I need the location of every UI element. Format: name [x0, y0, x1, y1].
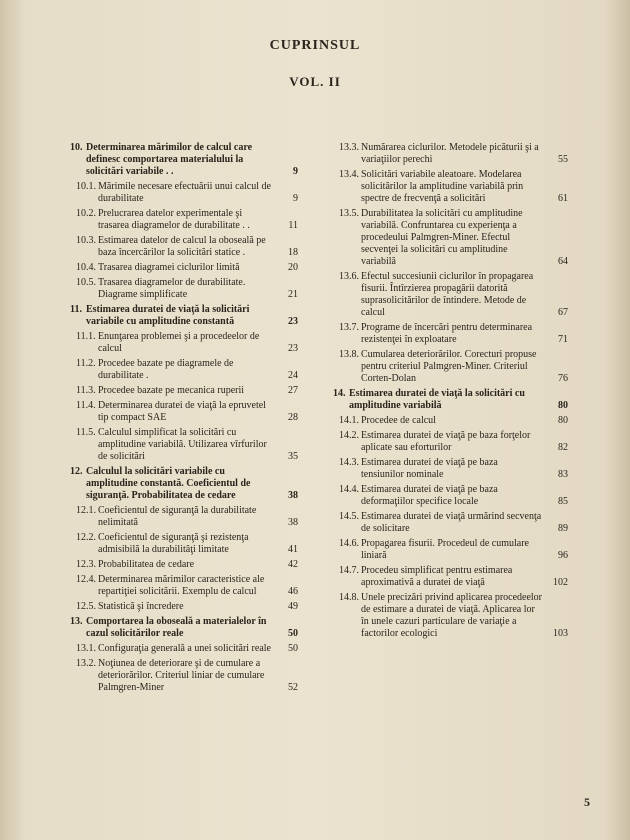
toc-entry	[333, 142, 568, 166]
toc-entry-number: 13.5.	[339, 208, 359, 219]
toc-entry-number: 12.5.	[76, 601, 96, 612]
page-number: 5	[584, 795, 590, 809]
toc-entry-number: 12.3.	[76, 559, 96, 570]
toc-entry-page: 9	[293, 193, 298, 204]
toc-entry-page: 50	[288, 628, 298, 639]
toc-entry	[70, 505, 298, 529]
toc-entry-title: Configuraţia generală a unei solicitări reale	[98, 643, 271, 654]
toc-entry-page: 80	[558, 415, 568, 426]
toc-entry-title: Calculul simplificat la solicitări cu amplitudine variabilă. Utilizarea vîrfurilor de solicitări	[98, 427, 267, 462]
toc-entry	[333, 430, 568, 454]
toc-entry-number: 11.2.	[76, 358, 96, 369]
toc-entry-title: Numărarea ciclurilor. Metodele picăturii şi a variaţiilor perechi	[361, 142, 539, 165]
toc-entry-number: 12.2.	[76, 532, 96, 543]
toc-entry	[333, 592, 568, 640]
toc-column-left	[70, 142, 298, 697]
toc-entry-page: 20	[288, 262, 298, 273]
toc-entry-number: 12.4.	[76, 574, 96, 585]
toc-entry-title: Estimarea duratei de viaţă la solicitări cu amplitudine variabilă	[349, 388, 525, 411]
toc-entry-number: 13.2.	[76, 658, 96, 669]
toc-entry	[333, 415, 568, 427]
toc-entry	[333, 457, 568, 481]
toc-entry	[70, 262, 298, 274]
toc-entry	[70, 427, 298, 463]
toc-entry-title: Programe de încercări pentru determinarea rezistenţei în exploatare	[361, 322, 533, 345]
toc-entry-number: 11.3.	[76, 385, 96, 396]
toc-entry-number: 11.	[70, 304, 82, 315]
toc-entry	[70, 616, 298, 640]
toc-entry-page: 50	[288, 643, 298, 654]
toc-entry-page: 64	[558, 256, 568, 267]
toc-entry-title: Coeficientul de siguranţă şi rezistenţa admisibilă la durabilităţi limitate	[98, 532, 249, 555]
toc-entry-page: 61	[558, 193, 568, 204]
toc-entry-page: 35	[288, 451, 298, 462]
toc-entry-page: 82	[558, 442, 568, 453]
toc-entry-number: 12.	[70, 466, 83, 477]
toc-entry-page: 11	[288, 220, 298, 231]
toc-entry-title: Propagarea fisurii. Procedeul de cumulare liniară	[361, 538, 529, 561]
page-header	[0, 30, 630, 90]
toc-entry-title: Comportarea la oboseală a materialelor în cazul solicitărilor reale	[86, 616, 267, 639]
toc-entry-title: Estimarea duratei de viaţă urmărind secvenţa de solicitare	[361, 511, 542, 534]
toc-entry-page: 28	[288, 412, 298, 423]
toc-entry-number: 14.3.	[339, 457, 359, 468]
toc-entry-page: 102	[553, 577, 568, 588]
toc-entry-page: 55	[558, 154, 568, 165]
toc-entry	[333, 208, 568, 268]
toc-entry-title: Procedee de calcul	[361, 415, 436, 426]
toc-entry-title: Enunţarea problemei şi a procedeelor de calcul	[98, 331, 260, 354]
toc-entry	[333, 484, 568, 508]
toc-entry-number: 13.3.	[339, 142, 359, 153]
toc-entry-page: 49	[288, 601, 298, 612]
toc-entry-title: Trasarea diagramei ciclurilor limită	[98, 262, 240, 273]
toc-entry	[70, 142, 298, 178]
toc-entry	[70, 235, 298, 259]
toc-entry-number: 10.2.	[76, 208, 96, 219]
toc-entry-number: 14.4.	[339, 484, 359, 495]
toc-entry-title: Efectul succesiunii ciclurilor în propagarea fisurii. Întîrzierea propagării datorită suprasolicitărilor de întindere. Metode de calcul	[361, 271, 534, 318]
toc-entry-page: 23	[288, 343, 298, 354]
toc-entry-number: 13.8.	[339, 349, 359, 360]
toc-entry-title: Solicitări variabile aleatoare. Modelarea solicitărilor la amplitudine variabilă prin spectre de frecvenţă a solicitări	[361, 169, 524, 204]
toc-entry-number: 14.5.	[339, 511, 359, 522]
toc-entry	[70, 385, 298, 397]
toc-entry-title: Trasarea diagramelor de durabilitate. Diagrame simplificate	[98, 277, 246, 300]
toc-entry-title: Unele precizări privind aplicarea procedeelor de estimare a duratei de viaţă. Aplicarea lor în unele cazuri particulare de variaţie a factorilor ecologici	[361, 592, 543, 639]
toc-entry-number: 14.1.	[339, 415, 359, 426]
toc-entry-number: 10.4.	[76, 262, 96, 273]
toc-entry-page: 103	[553, 628, 568, 639]
toc-entry-title: Mărimile necesare efectuării unui calcul de durabilitate	[98, 181, 271, 204]
toc-entry-title: Noţiunea de deteriorare şi de cumulare a deteriorărilor. Criteriul liniar de cumulare Palmgren-Miner	[98, 658, 265, 693]
toc-entry	[333, 538, 568, 562]
toc-entry	[70, 331, 298, 355]
toc-entry-page: 23	[288, 316, 298, 327]
toc-entry	[333, 271, 568, 319]
toc-entry-page: 38	[288, 490, 298, 501]
toc-entry-number: 10.3.	[76, 235, 96, 246]
toc-entry	[333, 388, 568, 412]
toc-entry-title: Probabilitatea de cedare	[98, 559, 195, 570]
toc-entry-page: 76	[558, 373, 568, 384]
toc-entry-title: Determinarea mărimilor caracteristice ale repartiţiei solicitării. Exemplu de calcul	[98, 574, 265, 597]
toc-entry-number: 13.	[70, 616, 83, 627]
toc-entry-title: Determinarea duratei de viaţă la epruvetel tip compact SAE	[98, 400, 266, 423]
toc-entry	[333, 349, 568, 385]
toc-entry	[70, 601, 298, 613]
toc-entry-title: Procedeu simplificat pentru estimarea aproximativă a duratei de viaţă	[361, 565, 513, 588]
toc-entry-number: 12.1.	[76, 505, 96, 516]
page-title: CUPRINSUL	[269, 38, 361, 53]
toc-entry	[70, 643, 298, 655]
volume-label: VOL. II	[289, 74, 341, 89]
toc-entry-title: Calculul la solicitări variabile cu amplitudine constantă. Coeficientul de siguranţă. Probabilitatea de cedare	[86, 466, 251, 501]
toc-entry-title: Determinarea mărimilor de calcul care definesc comportarea materialului la solicitări variabile . .	[86, 142, 253, 177]
toc-entry-number: 13.7.	[339, 322, 359, 333]
toc-entry-number: 13.4.	[339, 169, 359, 180]
toc-entry-page: 24	[288, 370, 298, 381]
toc-entry-number: 13.6.	[339, 271, 359, 282]
toc-entry-page: 46	[288, 586, 298, 597]
toc-entry	[333, 169, 568, 205]
toc-entry	[70, 466, 298, 502]
toc-entry-number: 14.6.	[339, 538, 359, 549]
toc-entry-title: Estimarea duratei de viaţă pe baza deformaţiilor specifice locale	[361, 484, 498, 507]
toc-entry-title: Cumularea deteriorărilor. Corecturi propuse pentru criteriul Palmgren-Miner. Criteriul Corten-Dolan	[361, 349, 537, 384]
toc-entry-page: 9	[293, 166, 298, 177]
toc-entry-page: 42	[288, 559, 298, 570]
toc-entry	[70, 400, 298, 424]
toc-entry	[70, 358, 298, 382]
toc-entry-page: 83	[558, 469, 568, 480]
toc-entry-title: Statistică şi încredere	[98, 601, 184, 612]
toc-entry-page: 85	[558, 496, 568, 507]
toc-entry-title: Durabilitatea la solicitări cu amplitudine variabilă. Confruntarea cu experienţa a procedeului Palmgren-Miner. Efectul secvenţei la solicitări cu amplitudine variabilă	[361, 208, 523, 267]
toc-entry-title: Estimarea duratei de viaţă pe baza tensiunilor nominale	[361, 457, 498, 480]
toc-entry-page: 67	[558, 307, 568, 318]
toc-entry-number: 10.5.	[76, 277, 96, 288]
toc-entry-number: 11.4.	[76, 400, 96, 411]
toc-entry-page: 52	[288, 682, 298, 693]
toc-entry-title: Estimarea duratei de viaţă la solicitări variabile cu amplitudine constantă	[86, 304, 250, 327]
toc-entry-number: 10.	[70, 142, 83, 153]
toc-entry-page: 96	[558, 550, 568, 561]
toc-entry-page: 89	[558, 523, 568, 534]
toc-entry	[333, 322, 568, 346]
toc-entry-title: Estimarea datelor de calcul la oboseală pe baza încercărilor la solicitări statice .	[98, 235, 266, 258]
toc-entry-page: 21	[288, 289, 298, 300]
toc-entry	[70, 658, 298, 694]
toc-entry-number: 13.1.	[76, 643, 96, 654]
toc-entry	[333, 565, 568, 589]
toc-entry-number: 14.	[333, 388, 346, 399]
toc-entry-number: 10.1.	[76, 181, 96, 192]
toc-entry-title: Prelucrarea datelor experimentale şi trasarea diagramelor de durabilitate . .	[98, 208, 250, 231]
toc-entry	[70, 532, 298, 556]
toc-entry-page: 38	[288, 517, 298, 528]
toc-entry	[70, 559, 298, 571]
toc-entry-number: 11.5.	[76, 427, 96, 438]
toc-entry-number: 11.1.	[76, 331, 96, 342]
toc-entry-page: 41	[288, 544, 298, 555]
toc-entry	[70, 181, 298, 205]
toc-entry-number: 14.8.	[339, 592, 359, 603]
toc-entry-page: 71	[558, 334, 568, 345]
toc-column-right	[333, 142, 568, 643]
toc-entry-page: 18	[288, 247, 298, 258]
toc-entry	[333, 511, 568, 535]
toc-entry-page: 27	[288, 385, 298, 396]
toc-entry-title: Procedee bazate pe diagramele de durabilitate .	[98, 358, 234, 381]
toc-entry	[70, 304, 298, 328]
toc-entry-title: Coeficientul de siguranţă la durabilitate nelimitată	[98, 505, 257, 528]
toc-entry	[70, 277, 298, 301]
toc-entry-title: Estimarea duratei de viaţă pe baza forţelor aplicate sau eforturilor	[361, 430, 531, 453]
toc-entry-number: 14.7.	[339, 565, 359, 576]
toc-entry	[70, 574, 298, 598]
toc-entry-page: 80	[558, 400, 568, 411]
toc-entry-title: Procedee bazate pe mecanica ruperii	[98, 385, 245, 396]
toc-entry-number: 14.2.	[339, 430, 359, 441]
toc-entry	[70, 208, 298, 232]
